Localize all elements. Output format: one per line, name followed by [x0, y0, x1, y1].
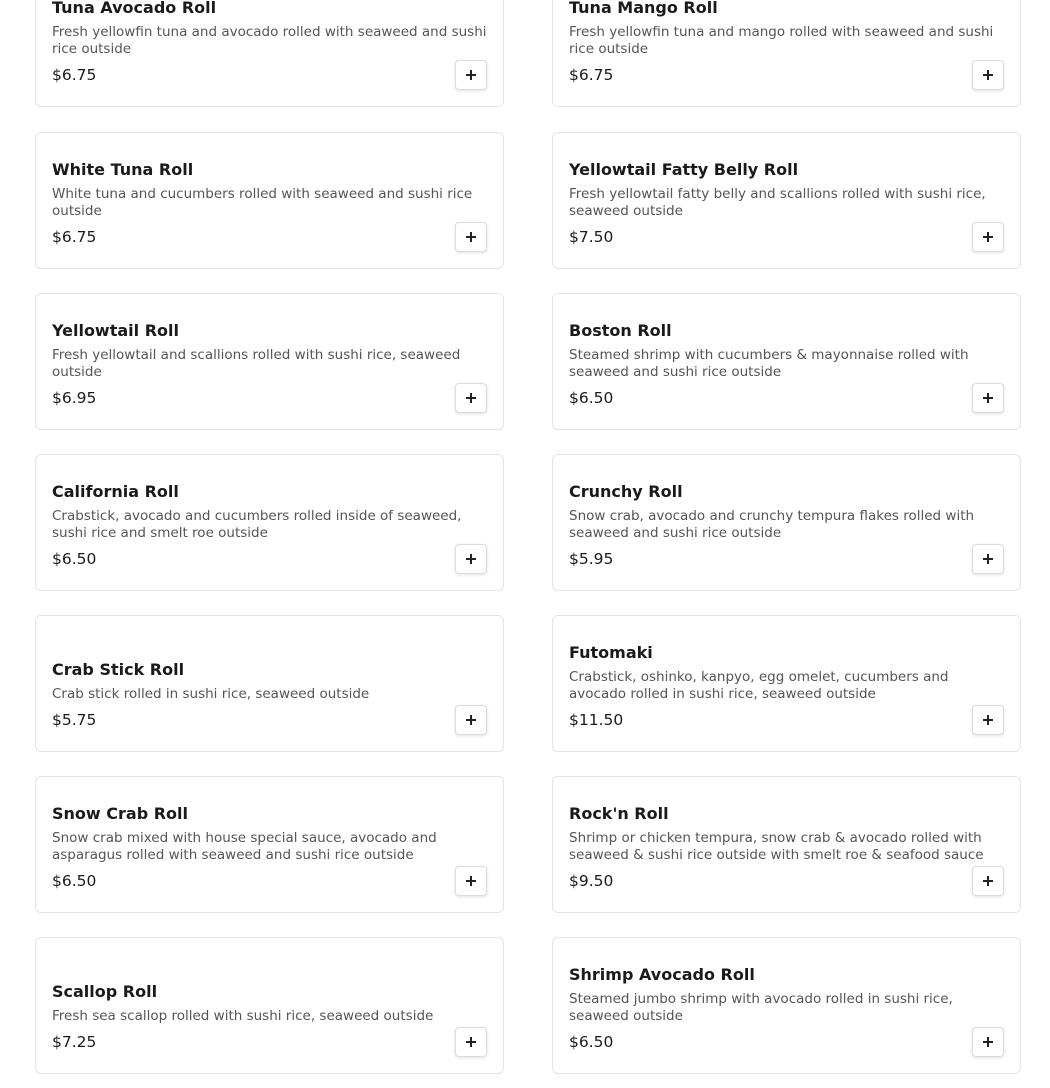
- menu-item-card-yellowtail-roll[interactable]: [35, 293, 504, 430]
- plus-icon: [466, 554, 476, 564]
- add-to-cart-button[interactable]: [972, 544, 1004, 574]
- menu-item-name: Snow Crab Roll: [52, 804, 188, 823]
- menu-item-name: Shrimp Avocado Roll: [569, 965, 755, 984]
- menu-item-info: [569, 160, 1004, 247]
- menu-item-card-rockn-roll[interactable]: [552, 776, 1021, 913]
- menu-item-name: Crunchy Roll: [569, 482, 683, 501]
- menu-item-description: Snow crab, avocado and crunchy tempura flakes rolled with seaweed and sushi rice outside: [569, 508, 975, 541]
- add-to-cart-button[interactable]: [455, 222, 487, 252]
- menu-item-name: Yellowtail Fatty Belly Roll: [569, 160, 799, 179]
- menu-item-description: White tuna and cucumbers rolled with seaweed and sushi rice outside: [52, 186, 473, 219]
- plus-icon: [983, 1037, 993, 1047]
- menu-item-info: [569, 965, 1004, 1052]
- add-to-cart-button[interactable]: [455, 544, 487, 574]
- menu-item-info: [52, 321, 487, 408]
- menu-item-info: [569, 321, 1004, 408]
- menu-item-card-tuna-mango-roll[interactable]: [552, 0, 1021, 107]
- plus-icon: [466, 393, 476, 403]
- add-to-cart-button[interactable]: [972, 866, 1004, 896]
- menu-item-price: $6.50: [52, 872, 97, 890]
- menu-item-name: White Tuna Roll: [52, 160, 194, 179]
- plus-icon: [983, 715, 993, 725]
- plus-icon: [466, 876, 476, 886]
- menu-item-name: Crab Stick Roll: [52, 660, 185, 679]
- menu-item-card-futomaki[interactable]: [552, 615, 1021, 752]
- menu-item-description: Fresh yellowfin tuna and avocado rolled with seaweed and sushi rice outside: [52, 24, 487, 57]
- plus-icon: [983, 232, 993, 242]
- menu-item-card-crab-stick-roll[interactable]: [35, 615, 504, 752]
- menu-item-name: Rock'n Roll: [569, 804, 669, 823]
- add-to-cart-button[interactable]: [972, 383, 1004, 413]
- add-to-cart-button[interactable]: [972, 1027, 1004, 1057]
- menu-item-info: [52, 982, 487, 1052]
- menu-item-description: Fresh yellowtail fatty belly and scallions rolled with sushi rice, seaweed outside: [569, 186, 986, 219]
- plus-icon: [983, 393, 993, 403]
- menu-item-description: Fresh yellowtail and scallions rolled with sushi rice, seaweed outside: [52, 347, 461, 380]
- menu-item-card-shrimp-avocado-roll[interactable]: [552, 937, 1021, 1074]
- menu-item-name: Boston Roll: [569, 321, 672, 340]
- menu-item-description: Steamed jumbo shrimp with avocado rolled in sushi rice, seaweed outside: [569, 991, 953, 1024]
- menu-item-card-california-roll[interactable]: [35, 454, 504, 591]
- menu-item-card-yellowtail-fatty-belly-roll[interactable]: [552, 132, 1021, 269]
- menu-item-description: Fresh sea scallop rolled with sushi rice, seaweed outside: [52, 1008, 434, 1024]
- menu-item-card-crunchy-roll[interactable]: [552, 454, 1021, 591]
- menu-item-info: [52, 660, 487, 730]
- plus-icon: [983, 554, 993, 564]
- add-to-cart-button[interactable]: [455, 705, 487, 735]
- plus-icon: [466, 232, 476, 242]
- plus-icon: [983, 70, 993, 80]
- menu-item-description: Crab stick rolled in sushi rice, seaweed outside: [52, 686, 370, 702]
- add-to-cart-button[interactable]: [455, 383, 487, 413]
- menu-item-price: $5.95: [569, 550, 614, 568]
- plus-icon: [983, 876, 993, 886]
- menu-item-price: $5.75: [52, 711, 97, 729]
- menu-item-info: [52, 0, 487, 85]
- add-to-cart-button[interactable]: [455, 60, 487, 90]
- plus-icon: [466, 1037, 476, 1047]
- menu-item-price: $6.50: [52, 550, 97, 568]
- menu-item-name: Tuna Mango Roll: [569, 0, 718, 17]
- menu-item-description: Crabstick, avocado and cucumbers rolled inside of seaweed, sushi rice and smelt roe outside: [52, 508, 462, 541]
- plus-icon: [466, 70, 476, 80]
- menu-item-card-tuna-avocado-roll[interactable]: [35, 0, 504, 107]
- add-to-cart-button[interactable]: [455, 1027, 487, 1057]
- add-to-cart-button[interactable]: [972, 60, 1004, 90]
- menu-item-price: $7.50: [569, 228, 614, 246]
- menu-item-name: Tuna Avocado Roll: [52, 0, 217, 17]
- menu-item-description: Snow crab mixed with house special sauce, avocado and asparagus rolled with seaweed and sushi rice outside: [52, 830, 437, 863]
- menu-item-price: $6.95: [52, 389, 97, 407]
- menu-item-price: $6.50: [569, 389, 614, 407]
- menu-item-info: [52, 482, 487, 569]
- menu-item-price: $6.75: [52, 66, 97, 84]
- menu-item-info: [569, 0, 1004, 85]
- menu-item-name: Yellowtail Roll: [52, 321, 179, 340]
- menu-item-card-boston-roll[interactable]: [552, 293, 1021, 430]
- menu-item-card-white-tuna-roll[interactable]: [35, 132, 504, 269]
- menu-item-info: [52, 160, 487, 247]
- menu-item-price: $6.75: [569, 66, 614, 84]
- menu-item-description: Fresh yellowfin tuna and mango rolled with seaweed and sushi rice outside: [569, 24, 994, 57]
- menu-item-description: Steamed shrimp with cucumbers & mayonnaise rolled with seaweed and sushi rice outside: [569, 347, 969, 380]
- menu-item-info: [569, 482, 1004, 569]
- menu-item-price: $7.25: [52, 1033, 97, 1051]
- menu-item-card-scallop-roll[interactable]: [35, 937, 504, 1074]
- menu-item-price: $11.50: [569, 711, 624, 729]
- add-to-cart-button[interactable]: [972, 222, 1004, 252]
- menu-item-info: [569, 643, 1004, 730]
- menu-item-info: [569, 804, 1004, 891]
- menu-item-info: [52, 804, 487, 891]
- menu-item-name: California Roll: [52, 482, 179, 501]
- menu-item-card-snow-crab-roll[interactable]: [35, 776, 504, 913]
- menu-item-name: Scallop Roll: [52, 982, 158, 1001]
- plus-icon: [466, 715, 476, 725]
- menu-item-name: Futomaki: [569, 643, 653, 662]
- menu-item-description: Crabstick, oshinko, kanpyo, egg omelet, cucumbers and avocado rolled in sushi rice, seaweed outside: [569, 669, 949, 702]
- add-to-cart-button[interactable]: [455, 866, 487, 896]
- menu-item-description: Shrimp or chicken tempura, snow crab & avocado rolled with seaweed & sushi rice outside with smelt roe & seafood sauce: [569, 830, 984, 863]
- menu-item-price: $9.50: [569, 872, 614, 890]
- add-to-cart-button[interactable]: [972, 705, 1004, 735]
- menu-item-price: $6.50: [569, 1033, 614, 1051]
- menu-item-price: $6.75: [52, 228, 97, 246]
